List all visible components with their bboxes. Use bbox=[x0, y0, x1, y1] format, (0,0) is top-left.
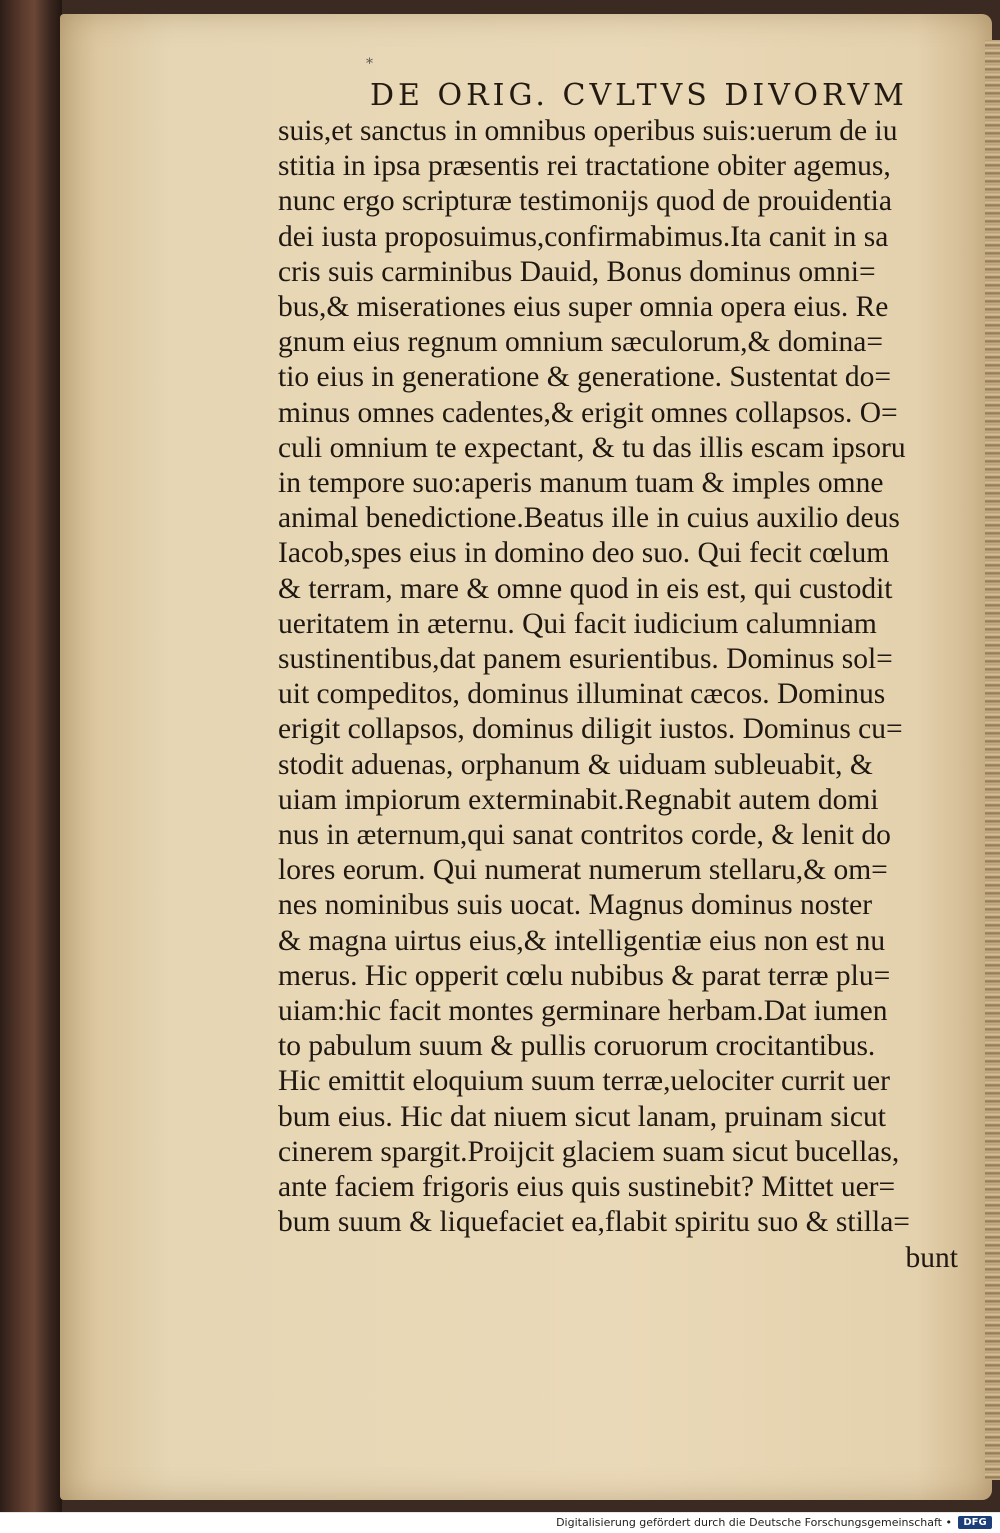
footer-credit bbox=[556, 1516, 952, 1529]
text-line: Iacob,spes eius in domino deo suo. Qui fecit cœlum bbox=[278, 537, 890, 570]
text-line: nus in æternum,qui sanat contritos corde, & lenit do bbox=[278, 819, 891, 852]
text-line: uit compeditos, dominus illuminat cæcos. Dominus bbox=[278, 678, 886, 711]
book-binding bbox=[0, 0, 62, 1512]
text-line: stodit aduenas, orphanum & uiduam subleuabit, & bbox=[278, 748, 873, 781]
text-line: bum suum & liquefaciet ea,flabit spiritu suo & stilla= bbox=[278, 1206, 910, 1239]
asterisk-mark: * bbox=[366, 56, 373, 72]
text-line: nunc ergo scripturæ testimonijs quod de prouidentia bbox=[278, 185, 892, 218]
text-line: animal benedictione.Beatus ille in cuius auxilio deus bbox=[278, 502, 900, 535]
text-line: Hic emittit eloquium suum terræ,uelociter currit uer bbox=[278, 1065, 890, 1098]
text-line: tio eius in generatione & generatione. Sustentat do= bbox=[278, 361, 892, 394]
text-line: in tempore suo:aperis manum tuam & imples omne bbox=[278, 467, 884, 500]
text-line: ante faciem frigoris eius quis sustinebit? Mittet uer= bbox=[278, 1171, 896, 1204]
text-line: erigit collapsos, dominus diligit iustos. Dominus cu= bbox=[278, 713, 903, 746]
footer-separator: • bbox=[945, 1516, 952, 1529]
text-line: dei iusta proposuimus,confirmabimus.Ita canit in sa bbox=[278, 220, 889, 253]
dfg-logo: DFG bbox=[958, 1516, 992, 1529]
page-edges bbox=[985, 40, 1000, 1480]
text-line: uiam impiorum exterminabit.Regnabit autem domi bbox=[278, 783, 879, 816]
text-line: cinerem spargit.Proijcit glaciem suam sicut bucellas, bbox=[278, 1135, 900, 1168]
footer-credit-text: Digitalisierung gefördert durch die Deutsche Forschungsgemeinschaft bbox=[556, 1516, 942, 1529]
text-line: suis,et sanctus in omnibus operibus suis:uerum de iu bbox=[278, 115, 898, 147]
text-line: uiam:hic facit montes germinare herbam.Dat iumen bbox=[278, 995, 888, 1028]
text-line: sustinentibus,dat panem esurientibus. Dominus sol= bbox=[278, 643, 893, 676]
text-line: bus,& miserationes eius super omnia opera eius. Re bbox=[278, 291, 889, 324]
text-line: bum eius. Hic dat niuem sicut lanam, pruinam sicut bbox=[278, 1100, 886, 1133]
text-line: gnum eius regnum omnium sæculorum,& domina= bbox=[278, 326, 883, 359]
text-line: nes nominibus suis uocat. Magnus dominus noster bbox=[278, 889, 873, 922]
text-line: merus. Hic opperit cœlu nubibus & parat terræ plu= bbox=[278, 959, 891, 992]
text-line: stitia in ipsa præsentis rei tractatione obiter agemus, bbox=[278, 150, 891, 183]
text-block bbox=[278, 114, 978, 1276]
text-line: ueritatem in æternu. Qui facit iudicium calumniam bbox=[278, 607, 877, 640]
text-line: minus omnes cadentes,& erigit omnes collapsos. O= bbox=[278, 396, 898, 429]
text-line: bunt bbox=[905, 1241, 958, 1274]
text-line: culi omnium te expectant, & tu das illis escam ipsoru bbox=[278, 431, 906, 464]
text-line: & magna uirtus eius,& intelligentiæ eius non est nu bbox=[278, 924, 886, 957]
text-line: to pabulum suum & pullis coruorum crocitantibus. bbox=[278, 1030, 876, 1063]
running-head: DE ORIG. CVLTVS DIVORVM bbox=[370, 78, 908, 113]
text-line: & terram, mare & omne quod in eis est, qui custodit bbox=[278, 572, 893, 605]
footer-bar bbox=[0, 1512, 1000, 1533]
text-line: lores eorum. Qui numerat numerum stellaru,& om= bbox=[278, 854, 888, 887]
text-line: cris suis carminibus Dauid, Bonus dominus omni= bbox=[278, 255, 876, 288]
